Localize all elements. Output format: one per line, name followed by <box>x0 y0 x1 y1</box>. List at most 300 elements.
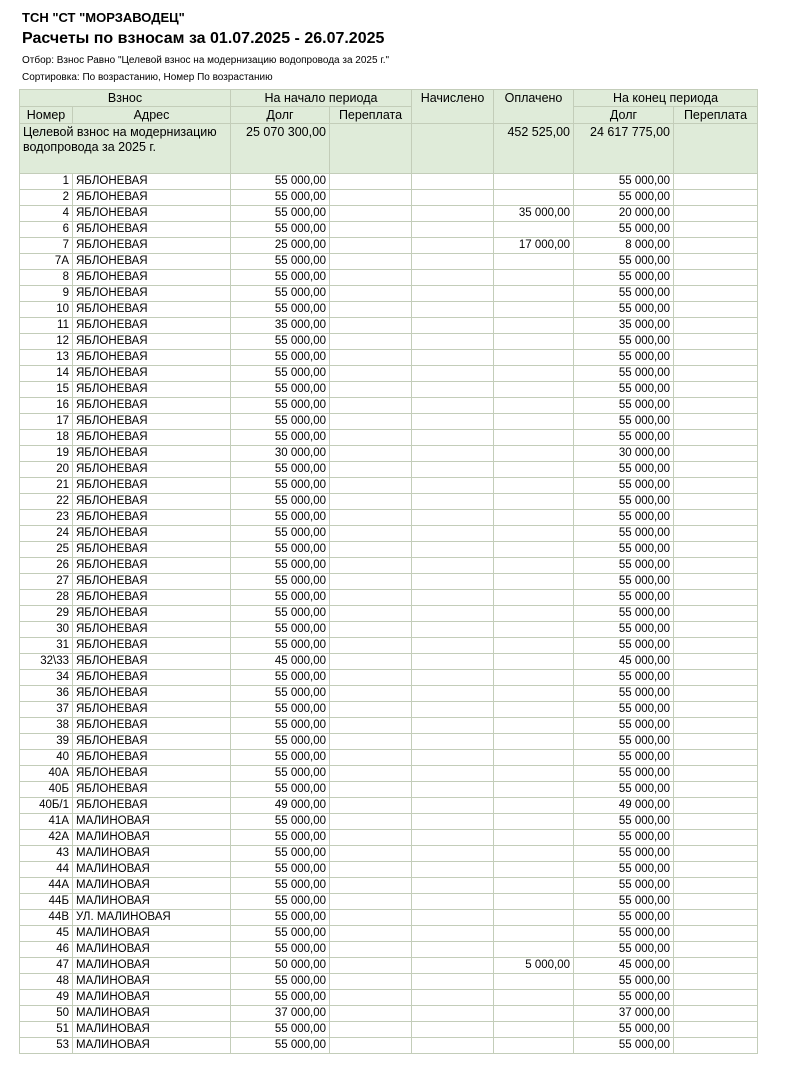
cell-paid <box>494 926 574 942</box>
cell-debt-end: 55 000,00 <box>574 494 674 510</box>
cell-accrued <box>412 382 494 398</box>
cell-debt-start: 55 000,00 <box>231 606 330 622</box>
cell-paid <box>494 558 574 574</box>
cell-accrued <box>412 174 494 190</box>
cell-debt-start: 55 000,00 <box>231 430 330 446</box>
cell-overpay-end <box>674 862 758 878</box>
table-row <box>20 846 758 862</box>
table-row <box>20 190 758 206</box>
cell-overpay-end <box>674 846 758 862</box>
cell-paid <box>494 654 574 670</box>
cell-overpay-start <box>330 638 412 654</box>
cell-accrued <box>412 942 494 958</box>
cell-address: ЯБЛОНЕВАЯ <box>73 462 231 478</box>
cell-number: 7А <box>20 254 73 270</box>
cell-debt-end: 55 000,00 <box>574 254 674 270</box>
cell-overpay-start <box>330 718 412 734</box>
group-overpay-start <box>330 124 412 174</box>
cell-overpay-start <box>330 878 412 894</box>
col-header-vznos: Взнос <box>20 90 231 107</box>
cell-debt-start: 55 000,00 <box>231 670 330 686</box>
cell-address: ЯБЛОНЕВАЯ <box>73 318 231 334</box>
cell-debt-end: 55 000,00 <box>574 622 674 638</box>
cell-number: 40 <box>20 750 73 766</box>
cell-debt-end: 55 000,00 <box>574 190 674 206</box>
cell-overpay-start <box>330 686 412 702</box>
cell-number: 37 <box>20 702 73 718</box>
cell-overpay-end <box>674 910 758 926</box>
cell-accrued <box>412 478 494 494</box>
cell-overpay-start <box>330 430 412 446</box>
cell-address: ЯБЛОНЕВАЯ <box>73 542 231 558</box>
cell-paid <box>494 910 574 926</box>
table-row <box>20 926 758 942</box>
cell-paid <box>494 510 574 526</box>
cell-overpay-end <box>674 718 758 734</box>
cell-debt-end: 55 000,00 <box>574 926 674 942</box>
cell-debt-end: 55 000,00 <box>574 830 674 846</box>
cell-accrued <box>412 398 494 414</box>
cell-debt-start: 55 000,00 <box>231 990 330 1006</box>
cell-overpay-end <box>674 222 758 238</box>
table-row <box>20 350 758 366</box>
cell-overpay-start <box>330 910 412 926</box>
cell-debt-end: 55 000,00 <box>574 686 674 702</box>
cell-address: МАЛИНОВАЯ <box>73 878 231 894</box>
table-row <box>20 366 758 382</box>
table-row <box>20 798 758 814</box>
cell-overpay-end <box>674 542 758 558</box>
cell-accrued <box>412 238 494 254</box>
cell-overpay-start <box>330 958 412 974</box>
cell-overpay-start <box>330 302 412 318</box>
cell-paid <box>494 1038 574 1054</box>
cell-address: ЯБЛОНЕВАЯ <box>73 302 231 318</box>
cell-address: МАЛИНОВАЯ <box>73 814 231 830</box>
cell-overpay-start <box>330 382 412 398</box>
cell-debt-end: 35 000,00 <box>574 318 674 334</box>
cell-address: ЯБЛОНЕВАЯ <box>73 494 231 510</box>
cell-number: 12 <box>20 334 73 350</box>
cell-address: ЯБЛОНЕВАЯ <box>73 446 231 462</box>
cell-debt-start: 55 000,00 <box>231 334 330 350</box>
cell-accrued <box>412 750 494 766</box>
cell-overpay-end <box>674 606 758 622</box>
cell-paid <box>494 302 574 318</box>
cell-debt-end: 55 000,00 <box>574 894 674 910</box>
cell-address: ЯБЛОНЕВАЯ <box>73 782 231 798</box>
cell-debt-start: 55 000,00 <box>231 894 330 910</box>
cell-overpay-end <box>674 990 758 1006</box>
cell-debt-start: 55 000,00 <box>231 398 330 414</box>
cell-debt-start: 55 000,00 <box>231 862 330 878</box>
table-row <box>20 462 758 478</box>
cell-debt-end: 55 000,00 <box>574 638 674 654</box>
report-title: Расчеты по взносам за 01.07.2025 - 26.07.2025 <box>22 30 385 47</box>
cell-debt-start: 37 000,00 <box>231 1006 330 1022</box>
col-header-debt-start: Долг <box>231 107 330 124</box>
cell-address: ЯБЛОНЕВАЯ <box>73 398 231 414</box>
cell-debt-start: 55 000,00 <box>231 462 330 478</box>
cell-overpay-end <box>674 654 758 670</box>
table-row <box>20 958 758 974</box>
cell-address: ЯБЛОНЕВАЯ <box>73 558 231 574</box>
table-row <box>20 654 758 670</box>
cell-overpay-end <box>674 670 758 686</box>
cell-number: 32\33 <box>20 654 73 670</box>
table-row <box>20 1006 758 1022</box>
cell-debt-end: 55 000,00 <box>574 814 674 830</box>
cell-address: ЯБЛОНЕВАЯ <box>73 478 231 494</box>
cell-paid <box>494 382 574 398</box>
cell-accrued <box>412 254 494 270</box>
cell-debt-start: 55 000,00 <box>231 830 330 846</box>
cell-overpay-end <box>674 814 758 830</box>
cell-address: ЯБЛОНЕВАЯ <box>73 734 231 750</box>
cell-number: 9 <box>20 286 73 302</box>
cell-accrued <box>412 334 494 350</box>
cell-number: 27 <box>20 574 73 590</box>
cell-debt-end: 55 000,00 <box>574 574 674 590</box>
group-paid: 452 525,00 <box>494 124 574 174</box>
cell-number: 28 <box>20 590 73 606</box>
cell-paid <box>494 366 574 382</box>
cell-debt-start: 55 000,00 <box>231 782 330 798</box>
table-row <box>20 494 758 510</box>
cell-paid: 5 000,00 <box>494 958 574 974</box>
cell-debt-end: 55 000,00 <box>574 366 674 382</box>
cell-debt-end: 55 000,00 <box>574 942 674 958</box>
cell-debt-start: 55 000,00 <box>231 638 330 654</box>
cell-paid <box>494 846 574 862</box>
table-row <box>20 1022 758 1038</box>
table-row <box>20 238 758 254</box>
cell-address: ЯБЛОНЕВАЯ <box>73 670 231 686</box>
table-row <box>20 478 758 494</box>
cell-overpay-start <box>330 654 412 670</box>
cell-overpay-end <box>674 286 758 302</box>
cell-debt-end: 55 000,00 <box>574 334 674 350</box>
cell-paid <box>494 286 574 302</box>
cell-accrued <box>412 670 494 686</box>
cell-debt-end: 55 000,00 <box>574 750 674 766</box>
cell-number: 40Б/1 <box>20 798 73 814</box>
cell-accrued <box>412 686 494 702</box>
cell-overpay-end <box>674 686 758 702</box>
cell-accrued <box>412 190 494 206</box>
table-row <box>20 286 758 302</box>
cell-address: ЯБЛОНЕВАЯ <box>73 286 231 302</box>
cell-debt-end: 55 000,00 <box>574 462 674 478</box>
cell-overpay-start <box>330 414 412 430</box>
cell-overpay-start <box>330 398 412 414</box>
cell-accrued <box>412 814 494 830</box>
cell-accrued <box>412 926 494 942</box>
cell-number: 18 <box>20 430 73 446</box>
cell-overpay-start <box>330 606 412 622</box>
cell-address: ЯБЛОНЕВАЯ <box>73 366 231 382</box>
cell-debt-end: 55 000,00 <box>574 414 674 430</box>
cell-accrued <box>412 718 494 734</box>
cell-debt-start: 55 000,00 <box>231 366 330 382</box>
cell-paid <box>494 270 574 286</box>
cell-paid <box>494 766 574 782</box>
cell-debt-start: 55 000,00 <box>231 702 330 718</box>
cell-paid <box>494 398 574 414</box>
cell-debt-start: 55 000,00 <box>231 558 330 574</box>
table-row <box>20 750 758 766</box>
cell-paid <box>494 350 574 366</box>
cell-overpay-start <box>330 990 412 1006</box>
table-row <box>20 702 758 718</box>
cell-debt-start: 55 000,00 <box>231 382 330 398</box>
cell-accrued <box>412 782 494 798</box>
cell-paid <box>494 478 574 494</box>
cell-debt-start: 55 000,00 <box>231 254 330 270</box>
cell-overpay-end <box>674 478 758 494</box>
cell-overpay-start <box>330 542 412 558</box>
cell-number: 6 <box>20 222 73 238</box>
cell-paid <box>494 638 574 654</box>
cell-overpay-end <box>674 414 758 430</box>
cell-overpay-end <box>674 830 758 846</box>
cell-debt-end: 55 000,00 <box>574 606 674 622</box>
cell-paid: 17 000,00 <box>494 238 574 254</box>
cell-debt-end: 20 000,00 <box>574 206 674 222</box>
cell-overpay-start <box>330 190 412 206</box>
cell-debt-end: 8 000,00 <box>574 238 674 254</box>
cell-address: ЯБЛОНЕВАЯ <box>73 686 231 702</box>
table-row <box>20 174 758 190</box>
cell-debt-start: 55 000,00 <box>231 718 330 734</box>
cell-accrued <box>412 910 494 926</box>
cell-debt-end: 55 000,00 <box>574 670 674 686</box>
cell-overpay-start <box>330 254 412 270</box>
cell-paid <box>494 686 574 702</box>
cell-accrued <box>412 222 494 238</box>
cell-debt-start: 49 000,00 <box>231 798 330 814</box>
cell-debt-start: 55 000,00 <box>231 846 330 862</box>
cell-accrued <box>412 846 494 862</box>
cell-overpay-start <box>330 814 412 830</box>
cell-accrued <box>412 654 494 670</box>
cell-overpay-start <box>330 334 412 350</box>
cell-overpay-end <box>674 958 758 974</box>
cell-debt-end: 55 000,00 <box>574 398 674 414</box>
col-header-debt-end: Долг <box>574 107 674 124</box>
cell-overpay-start <box>330 622 412 638</box>
cell-overpay-end <box>674 302 758 318</box>
cell-overpay-start <box>330 318 412 334</box>
cell-overpay-end <box>674 510 758 526</box>
table-row <box>20 782 758 798</box>
cell-number: 21 <box>20 478 73 494</box>
cell-address: ЯБЛОНЕВАЯ <box>73 414 231 430</box>
cell-accrued <box>412 590 494 606</box>
cell-debt-start: 55 000,00 <box>231 350 330 366</box>
group-debt-end: 24 617 775,00 <box>574 124 674 174</box>
cell-paid <box>494 462 574 478</box>
cell-overpay-end <box>674 430 758 446</box>
cell-number: 53 <box>20 1038 73 1054</box>
cell-overpay-start <box>330 462 412 478</box>
cell-debt-start: 55 000,00 <box>231 286 330 302</box>
cell-overpay-end <box>674 526 758 542</box>
cell-overpay-end <box>674 574 758 590</box>
cell-number: 34 <box>20 670 73 686</box>
cell-debt-end: 55 000,00 <box>574 1038 674 1054</box>
cell-accrued <box>412 542 494 558</box>
cell-number: 30 <box>20 622 73 638</box>
group-accrued <box>412 124 494 174</box>
cell-number: 8 <box>20 270 73 286</box>
cell-number: 14 <box>20 366 73 382</box>
cell-overpay-end <box>674 622 758 638</box>
cell-address: ЯБЛОНЕВАЯ <box>73 766 231 782</box>
cell-accrued <box>412 638 494 654</box>
group-overpay-end <box>674 124 758 174</box>
cell-number: 2 <box>20 190 73 206</box>
cell-debt-start: 25 000,00 <box>231 238 330 254</box>
cell-debt-end: 55 000,00 <box>574 718 674 734</box>
cell-debt-start: 55 000,00 <box>231 174 330 190</box>
cell-paid <box>494 606 574 622</box>
cell-paid <box>494 702 574 718</box>
cell-debt-start: 35 000,00 <box>231 318 330 334</box>
cell-paid <box>494 414 574 430</box>
cell-number: 41А <box>20 814 73 830</box>
cell-debt-start: 55 000,00 <box>231 494 330 510</box>
cell-accrued <box>412 798 494 814</box>
cell-overpay-start <box>330 590 412 606</box>
cell-number: 44Б <box>20 894 73 910</box>
cell-overpay-end <box>674 190 758 206</box>
table-row <box>20 542 758 558</box>
cell-overpay-start <box>330 926 412 942</box>
cell-debt-end: 55 000,00 <box>574 974 674 990</box>
cell-address: ЯБЛОНЕВАЯ <box>73 190 231 206</box>
cell-address: МАЛИНОВАЯ <box>73 926 231 942</box>
cell-overpay-start <box>330 494 412 510</box>
cell-overpay-start <box>330 1038 412 1054</box>
cell-number: 4 <box>20 206 73 222</box>
cell-paid <box>494 1006 574 1022</box>
filter-line: Отбор: Взнос Равно "Целевой взнос на модернизацию водопровода за 2025 г." <box>22 55 390 66</box>
cell-address: МАЛИНОВАЯ <box>73 942 231 958</box>
table-row <box>20 526 758 542</box>
cell-address: ЯБЛОНЕВАЯ <box>73 334 231 350</box>
cell-overpay-start <box>330 270 412 286</box>
cell-accrued <box>412 622 494 638</box>
cell-paid <box>494 1022 574 1038</box>
cell-paid <box>494 670 574 686</box>
cell-paid <box>494 494 574 510</box>
cell-number: 23 <box>20 510 73 526</box>
cell-debt-end: 55 000,00 <box>574 990 674 1006</box>
table-row <box>20 606 758 622</box>
cell-accrued <box>412 430 494 446</box>
cell-accrued <box>412 574 494 590</box>
cell-debt-start: 55 000,00 <box>231 190 330 206</box>
cell-overpay-end <box>674 350 758 366</box>
cell-debt-end: 55 000,00 <box>574 766 674 782</box>
group-name: Целевой взнос на модернизацию водопровода за 2025 г. <box>20 124 231 174</box>
table-row <box>20 814 758 830</box>
cell-overpay-start <box>330 750 412 766</box>
cell-number: 42А <box>20 830 73 846</box>
cell-number: 46 <box>20 942 73 958</box>
cell-debt-end: 55 000,00 <box>574 270 674 286</box>
cell-overpay-start <box>330 574 412 590</box>
cell-paid <box>494 526 574 542</box>
cell-overpay-end <box>674 894 758 910</box>
cell-overpay-start <box>330 974 412 990</box>
table-body <box>20 124 758 1054</box>
cell-debt-start: 55 000,00 <box>231 270 330 286</box>
cell-overpay-end <box>674 926 758 942</box>
cell-overpay-start <box>330 174 412 190</box>
cell-debt-end: 49 000,00 <box>574 798 674 814</box>
cell-number: 31 <box>20 638 73 654</box>
cell-overpay-end <box>674 734 758 750</box>
cell-accrued <box>412 1022 494 1038</box>
table-row <box>20 302 758 318</box>
cell-debt-end: 55 000,00 <box>574 862 674 878</box>
cell-overpay-start <box>330 222 412 238</box>
cell-overpay-end <box>674 590 758 606</box>
table-row <box>20 894 758 910</box>
cell-debt-end: 55 000,00 <box>574 542 674 558</box>
table-row <box>20 910 758 926</box>
table-row <box>20 206 758 222</box>
cell-paid <box>494 782 574 798</box>
cell-overpay-start <box>330 1022 412 1038</box>
cell-overpay-end <box>674 1038 758 1054</box>
cell-debt-start: 55 000,00 <box>231 302 330 318</box>
cell-overpay-end <box>674 558 758 574</box>
group-row <box>20 124 758 174</box>
table-row <box>20 574 758 590</box>
cell-overpay-start <box>330 558 412 574</box>
cell-address: ЯБЛОНЕВАЯ <box>73 654 231 670</box>
cell-number: 40А <box>20 766 73 782</box>
cell-debt-start: 50 000,00 <box>231 958 330 974</box>
cell-overpay-end <box>674 238 758 254</box>
cell-address: ЯБЛОНЕВАЯ <box>73 174 231 190</box>
cell-debt-end: 55 000,00 <box>574 590 674 606</box>
cell-address: МАЛИНОВАЯ <box>73 1038 231 1054</box>
cell-accrued <box>412 558 494 574</box>
cell-debt-end: 55 000,00 <box>574 878 674 894</box>
cell-accrued <box>412 734 494 750</box>
cell-overpay-start <box>330 798 412 814</box>
cell-debt-end: 55 000,00 <box>574 846 674 862</box>
cell-number: 43 <box>20 846 73 862</box>
table-row <box>20 446 758 462</box>
col-header-end-period: На конец периода <box>574 90 758 107</box>
cell-accrued <box>412 366 494 382</box>
cell-accrued <box>412 494 494 510</box>
cell-address: МАЛИНОВАЯ <box>73 894 231 910</box>
cell-debt-start: 55 000,00 <box>231 414 330 430</box>
cell-number: 38 <box>20 718 73 734</box>
cell-debt-start: 55 000,00 <box>231 526 330 542</box>
cell-address: МАЛИНОВАЯ <box>73 1006 231 1022</box>
cell-address: МАЛИНОВАЯ <box>73 830 231 846</box>
cell-overpay-start <box>330 846 412 862</box>
cell-number: 26 <box>20 558 73 574</box>
cell-paid <box>494 190 574 206</box>
